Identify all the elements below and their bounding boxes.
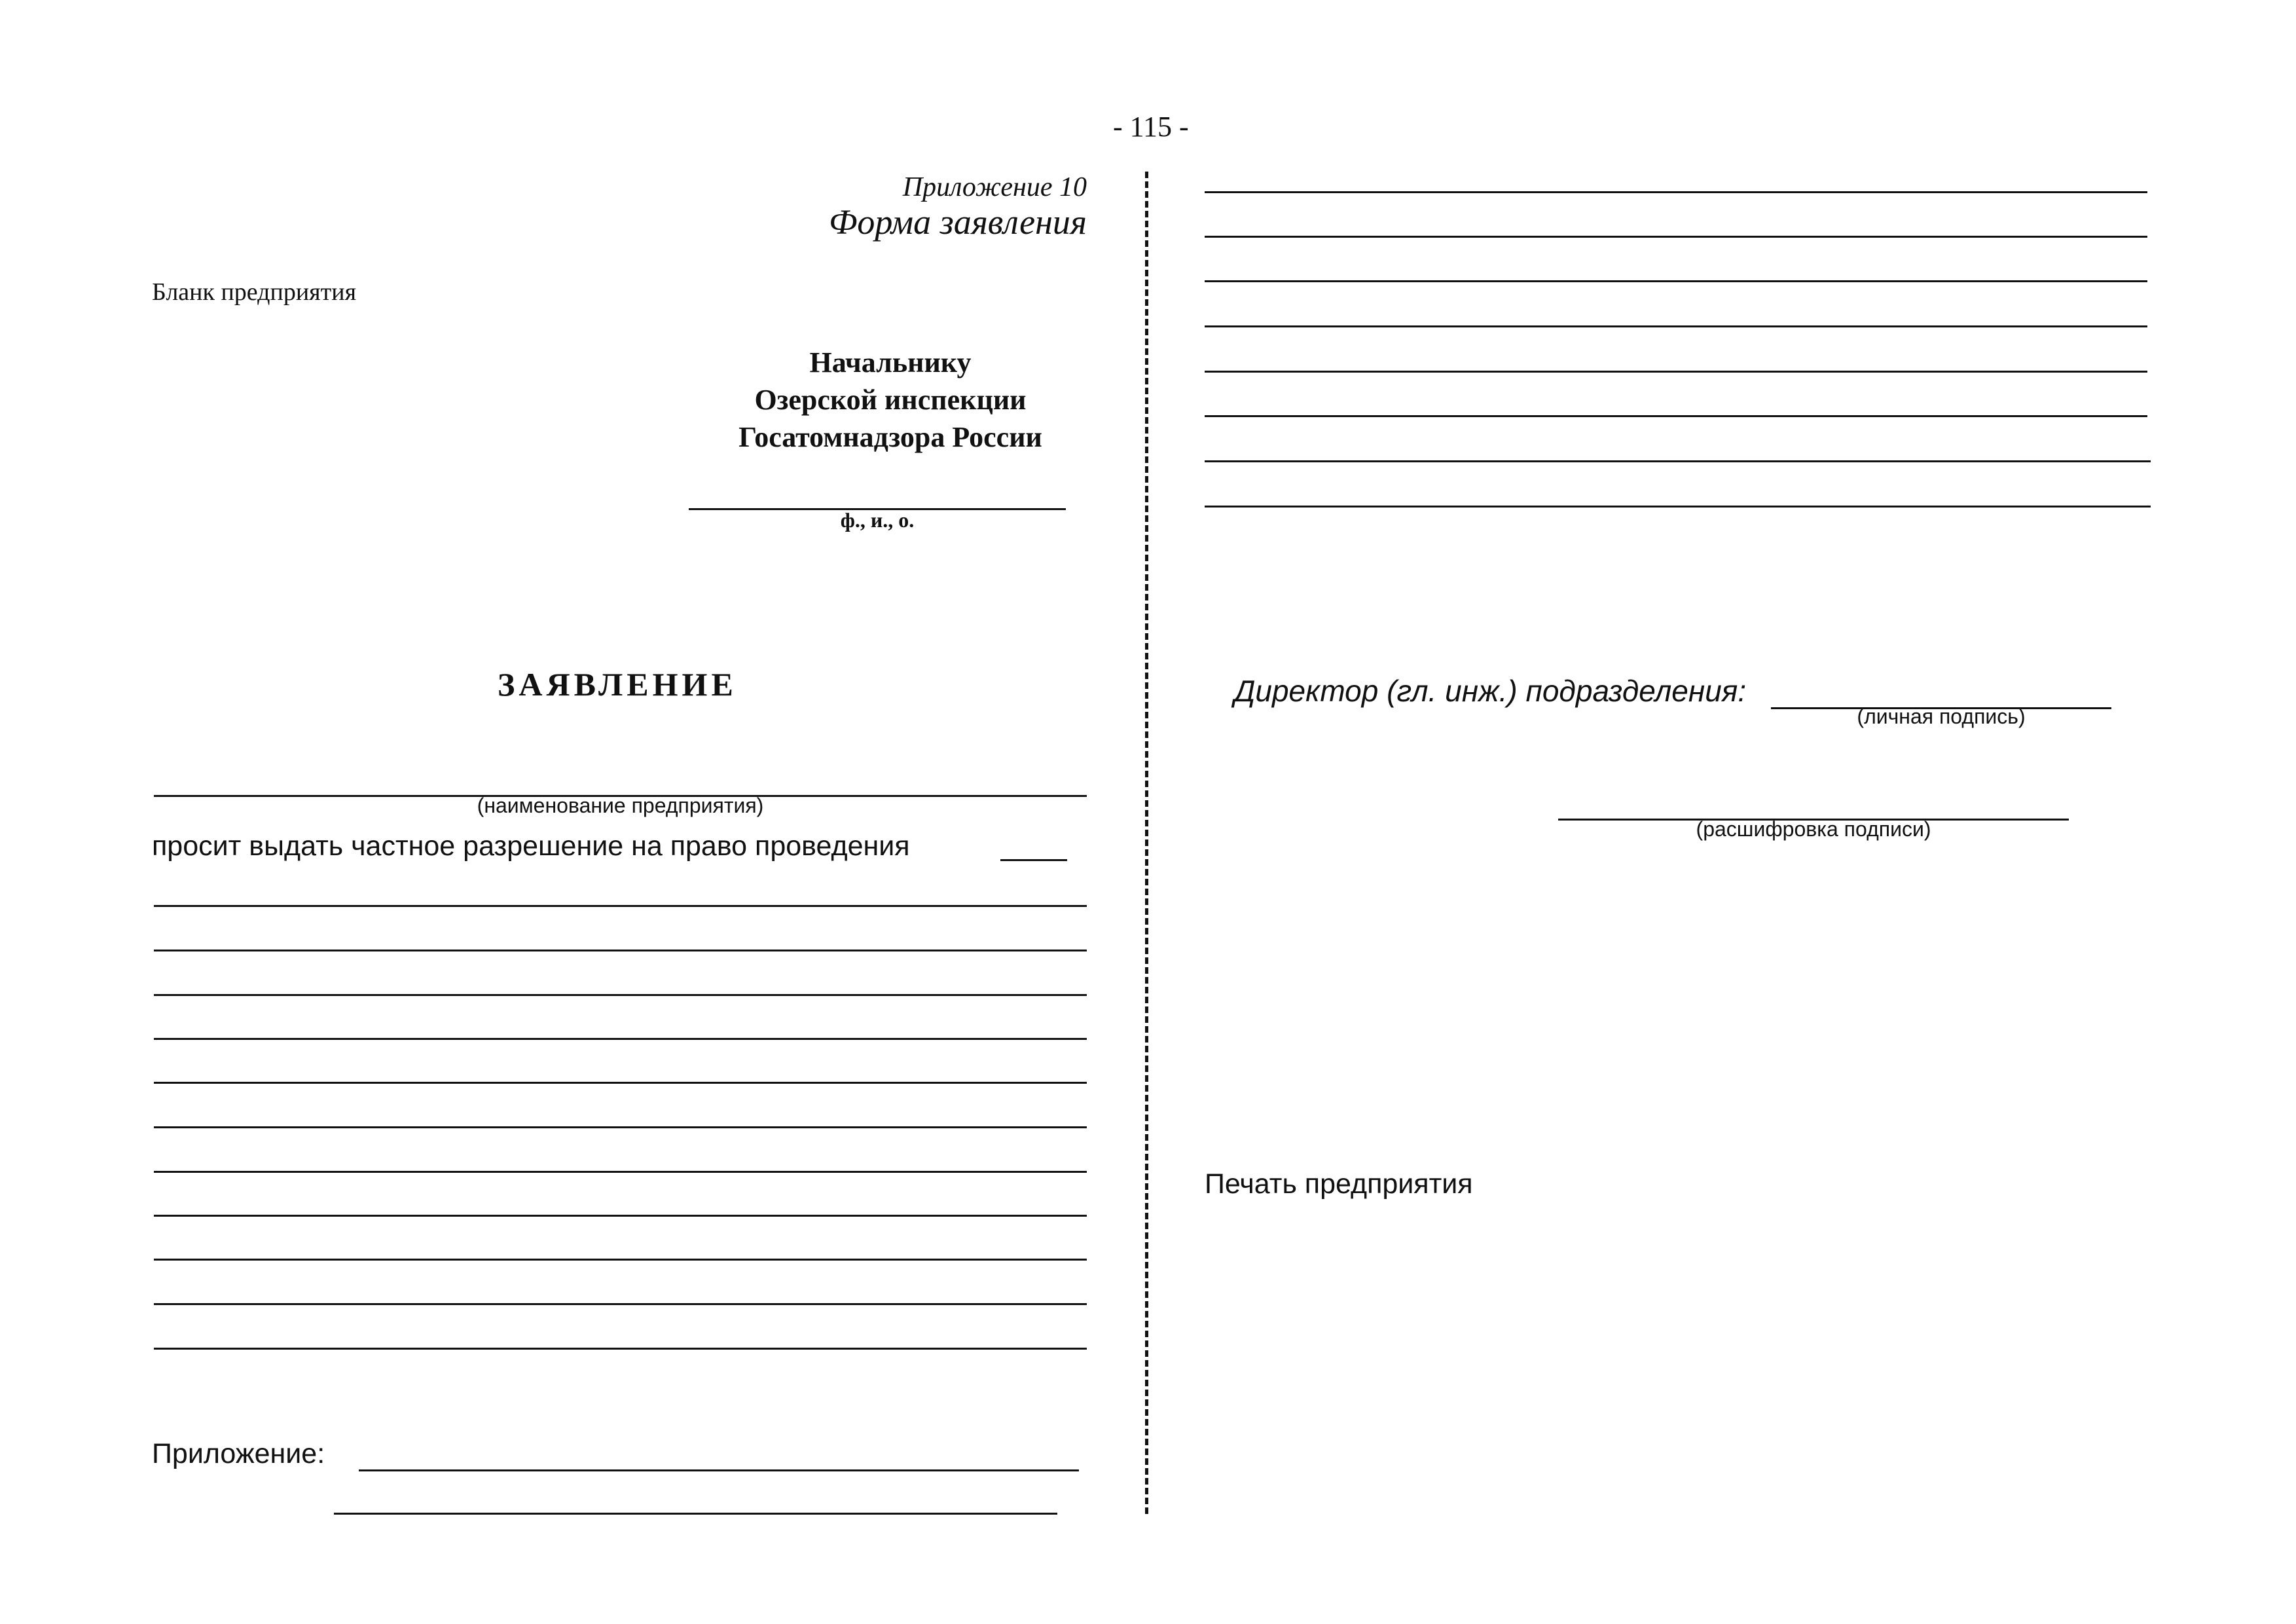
signature-caption: (личная подпись)	[1857, 705, 2026, 728]
addressee-line-2: Озерской инспекции	[754, 384, 1027, 416]
request-inline-field[interactable]	[1000, 859, 1067, 861]
request-line[interactable]	[154, 1126, 1087, 1128]
request-line[interactable]	[154, 1038, 1087, 1040]
continuation-line[interactable]	[1205, 280, 2147, 282]
continuation-line[interactable]	[1205, 415, 2147, 417]
attachments-field[interactable]	[359, 1469, 1079, 1471]
continuation-line[interactable]	[1205, 236, 2147, 238]
appendix-label: Приложение 10	[902, 172, 1087, 202]
director-label: Директор (гл. инж.) подразделения:	[1234, 674, 1747, 708]
organization-caption: (наименование предприятия)	[477, 794, 764, 817]
request-line[interactable]	[154, 1215, 1087, 1217]
attachments-label: Приложение:	[152, 1438, 325, 1469]
continuation-line[interactable]	[1205, 460, 2151, 462]
addressee-line-3: Госатомнадзора России	[738, 421, 1042, 453]
attachments-field-continued[interactable]	[334, 1513, 1057, 1515]
form-title: Форма заявления	[828, 202, 1087, 242]
addressee-block	[694, 344, 1087, 456]
continuation-line[interactable]	[1205, 191, 2147, 193]
request-line[interactable]	[154, 950, 1087, 951]
request-line[interactable]	[154, 1348, 1087, 1350]
document-heading: ЗАЯВЛЕНИЕ	[498, 666, 737, 703]
request-line[interactable]	[154, 1303, 1087, 1305]
addressee-line-1: Начальнику	[809, 346, 972, 378]
request-line[interactable]	[154, 1259, 1087, 1261]
fio-caption: ф., и., о.	[840, 508, 915, 532]
page-divider	[1145, 172, 1148, 1514]
request-line[interactable]	[154, 994, 1087, 996]
page-number: - 115 -	[1113, 111, 1189, 143]
continuation-line[interactable]	[1205, 506, 2151, 507]
continuation-line[interactable]	[1205, 325, 2147, 327]
continuation-line[interactable]	[1205, 371, 2147, 373]
request-line[interactable]	[154, 1171, 1087, 1173]
request-line[interactable]	[154, 1082, 1087, 1084]
request-line[interactable]	[154, 905, 1087, 907]
request-text: просит выдать частное разрешение на право проведения	[152, 830, 910, 862]
signature-decode-caption: (расшифровка подписи)	[1696, 817, 1931, 841]
letterhead-label: Бланк предприятия	[152, 278, 357, 306]
stamp-label: Печать предприятия	[1205, 1168, 1473, 1200]
